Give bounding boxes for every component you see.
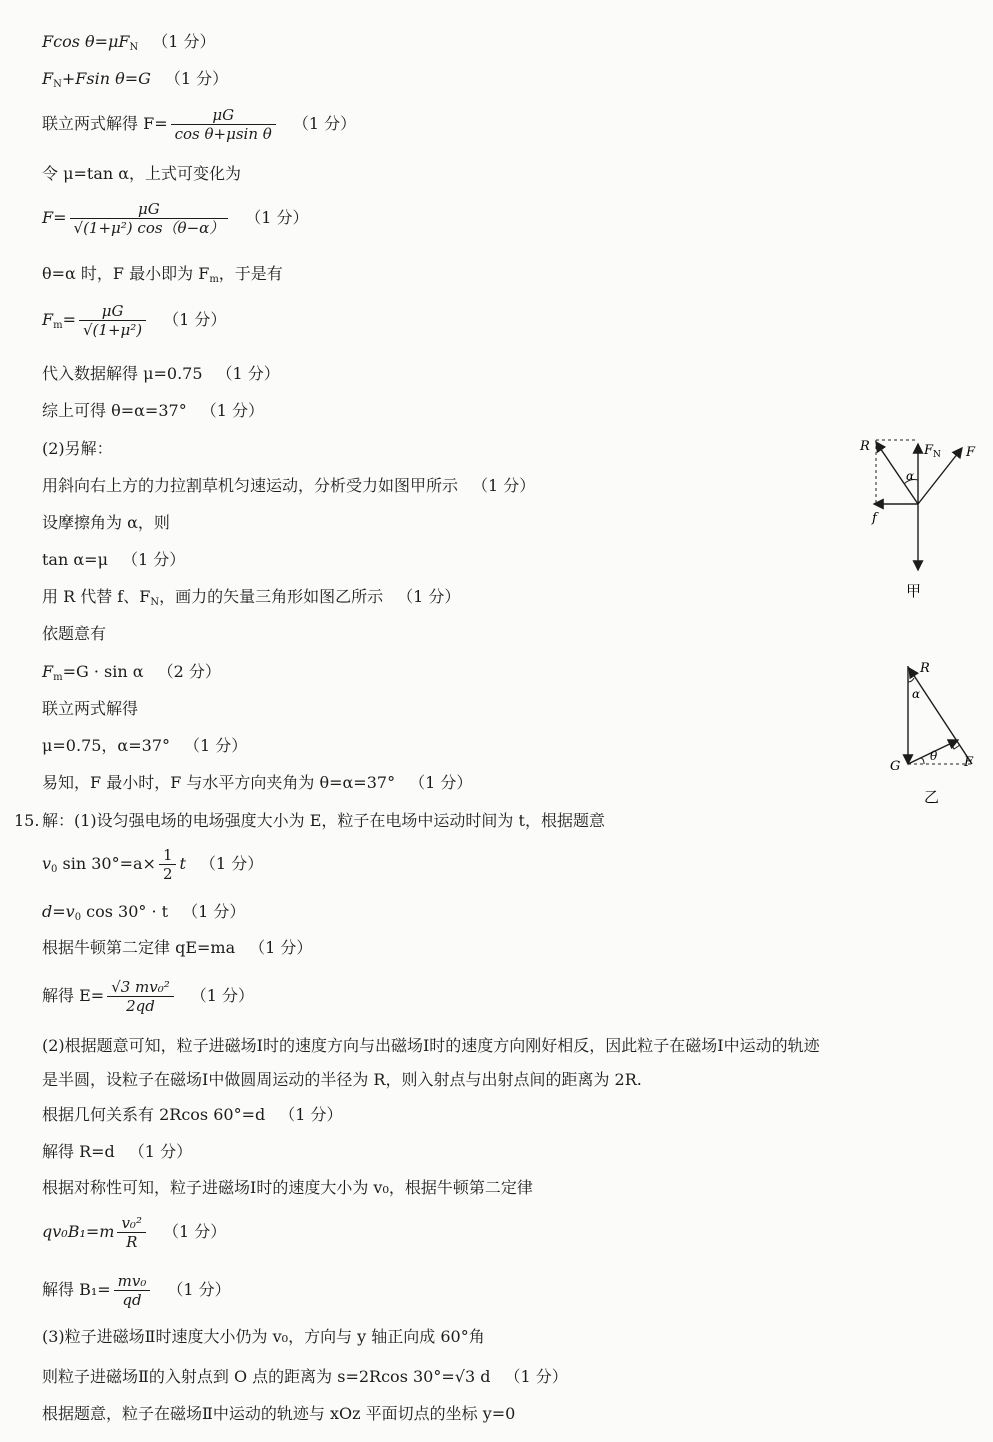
eq-line-31: 解得 B₁= $\frac{\text{mv₀}}{qd}$ （1 分） [42,1272,231,1309]
text-line-6: θ=α 时，F 最小即为 $F_m$，于是有 [42,264,283,285]
text-line-25: (2)根据题意可知，粒子进磁场Ⅰ时的速度方向与出磁场Ⅰ时的速度方向刚好相反，因此粒子在磁场Ⅰ中运动的轨迹 [42,1036,820,1055]
text-line-15: 依题意有 [42,624,107,643]
text-line-32: (3)粒子进磁场Ⅱ时速度大小仍为 v₀，方向与 y 轴正向成 60°角 [42,1327,485,1346]
fraction: $\frac{1}{2}$ [159,846,177,883]
text-line-34: 根据题意，粒子在磁场Ⅱ中运动的轨迹与 xOz 平面切点的坐标 y=0 [42,1404,516,1423]
text-line-18: μ=0.75，α=37° （1 分） [42,736,248,755]
eq-line-21: $v_0$ sin 30°=a× $\frac{1}{2}$ t （1 分） [42,846,264,883]
figure-jia [852,430,992,610]
eq-line-5: F= $\frac{\mu G}{\text{√(1+μ²) cos（θ−α）}}$ （1 分） [42,200,309,237]
caption-yi: 乙 [924,788,940,806]
label-G: G [890,759,901,774]
text-line-16: $F_m=G \cdot \sin \alpha$ （2 分） [42,662,221,683]
text-line-10: (2)另解： [42,439,113,458]
text-line-27: 根据几何关系有 2Rcos 60°=d （1 分） [42,1105,343,1124]
text-line-20: 解：(1)设匀强电场的电场强度大小为 E，粒子在电场中运动时间为 t，根据题意 [42,811,605,830]
fraction: $\frac{\text{mv₀}}{qd}$ [114,1272,151,1309]
text-line-33: 则粒子进磁场Ⅱ的入射点到 O 点的距离为 s=2Rcos 30°=√3 d （1 分） [42,1367,568,1386]
label-F: F [966,445,976,460]
text-line-9: 综上可得 θ=α=37° （1 分） [42,401,264,420]
label-F: F [964,755,974,770]
label-alpha: α [906,469,915,483]
fraction: $\frac{\mu G}{\text{√(1+μ²)}}$ [79,302,146,339]
label-f: f [872,511,877,526]
question-number: 15. [14,811,40,830]
eq-line-22: $d=v_0$ cos 30° · t （1 分） [42,902,246,923]
text-line-29: 根据对称性可知，粒子进磁场Ⅰ时的速度大小为 v₀，根据牛顿第二定律 [42,1178,533,1197]
text-line-13: tan α=μ （1 分） [42,550,186,569]
text-line-14: 用 R 代替 f、$F_N$，画力的矢量三角形如图乙所示 （1 分） [42,587,461,608]
angle-arc [920,758,924,764]
eq-line-30: qv₀B₁=m $\frac{\text{v₀²}}{R}$ （1 分） [42,1214,227,1251]
figure-yi-svg [880,656,992,806]
resultant-arrow [909,668,972,764]
angle-arc [908,678,914,682]
eq-line-2: $F_N+Fsin$ θ=G （1 分） [42,69,229,90]
label-alpha: α [912,687,921,701]
label-R: R [860,439,870,454]
figure-jia-svg [852,430,992,610]
text-line-11: 用斜向右上方的力拉割草机匀速运动，分析受力如图甲所示 （1 分） [42,476,536,495]
figure-yi [880,656,992,806]
text-line-19: 易知，F 最小时，F 与水平方向夹角为 θ=α=37° （1 分） [42,773,473,792]
eq-line-1: Fcos $\theta=\mu F_N$ （1 分） [42,32,216,53]
eq-line-7: $F_m=$ $\frac{\mu G}{\text{√(1+μ²)}}$ （1 分） [42,302,227,339]
fraction: $\frac{\mu G}{\text{√(1+μ²) cos（θ−α）}}$ [70,200,229,237]
fraction: $\frac{\text{√3 mv₀²}}{2qd}$ [107,978,174,1015]
caption-jia: 甲 [906,582,922,600]
text-line-23: 根据牛顿第二定律 qE=ma （1 分） [42,938,313,957]
text-line-17: 联立两式解得 [42,699,139,718]
text-line-12: 设摩擦角为 α，则 [42,513,170,532]
text-line-4: 令 μ=tan α，上式可变化为 [42,164,242,183]
label-FN: $F_N$ [924,443,941,460]
fraction: $\frac{\text{v₀²}}{R}$ [117,1214,146,1251]
fraction: $\frac{\mu G}{\text{cos θ+μsin θ}}$ [171,106,276,143]
eq-line-24: 解得 E= $\frac{\text{√3 mv₀²}}{2qd}$ （1 分） [42,978,255,1015]
text-line-8: 代入数据解得 μ=0.75 （1 分） [42,364,280,383]
label-theta: θ [930,749,938,763]
eq-line-3: 联立两式解得 F= $\frac{\mu G}{\text{cos θ+μsin θ}}$ （1 分） [42,106,357,143]
text-line-28: 解得 R=d （1 分） [42,1142,193,1161]
label-R: R [920,661,930,676]
text-line-26: 是半圆，设粒子在磁场Ⅰ中做圆周运动的半径为 R，则入射点与出射点间的距离为 2R. [42,1070,642,1089]
